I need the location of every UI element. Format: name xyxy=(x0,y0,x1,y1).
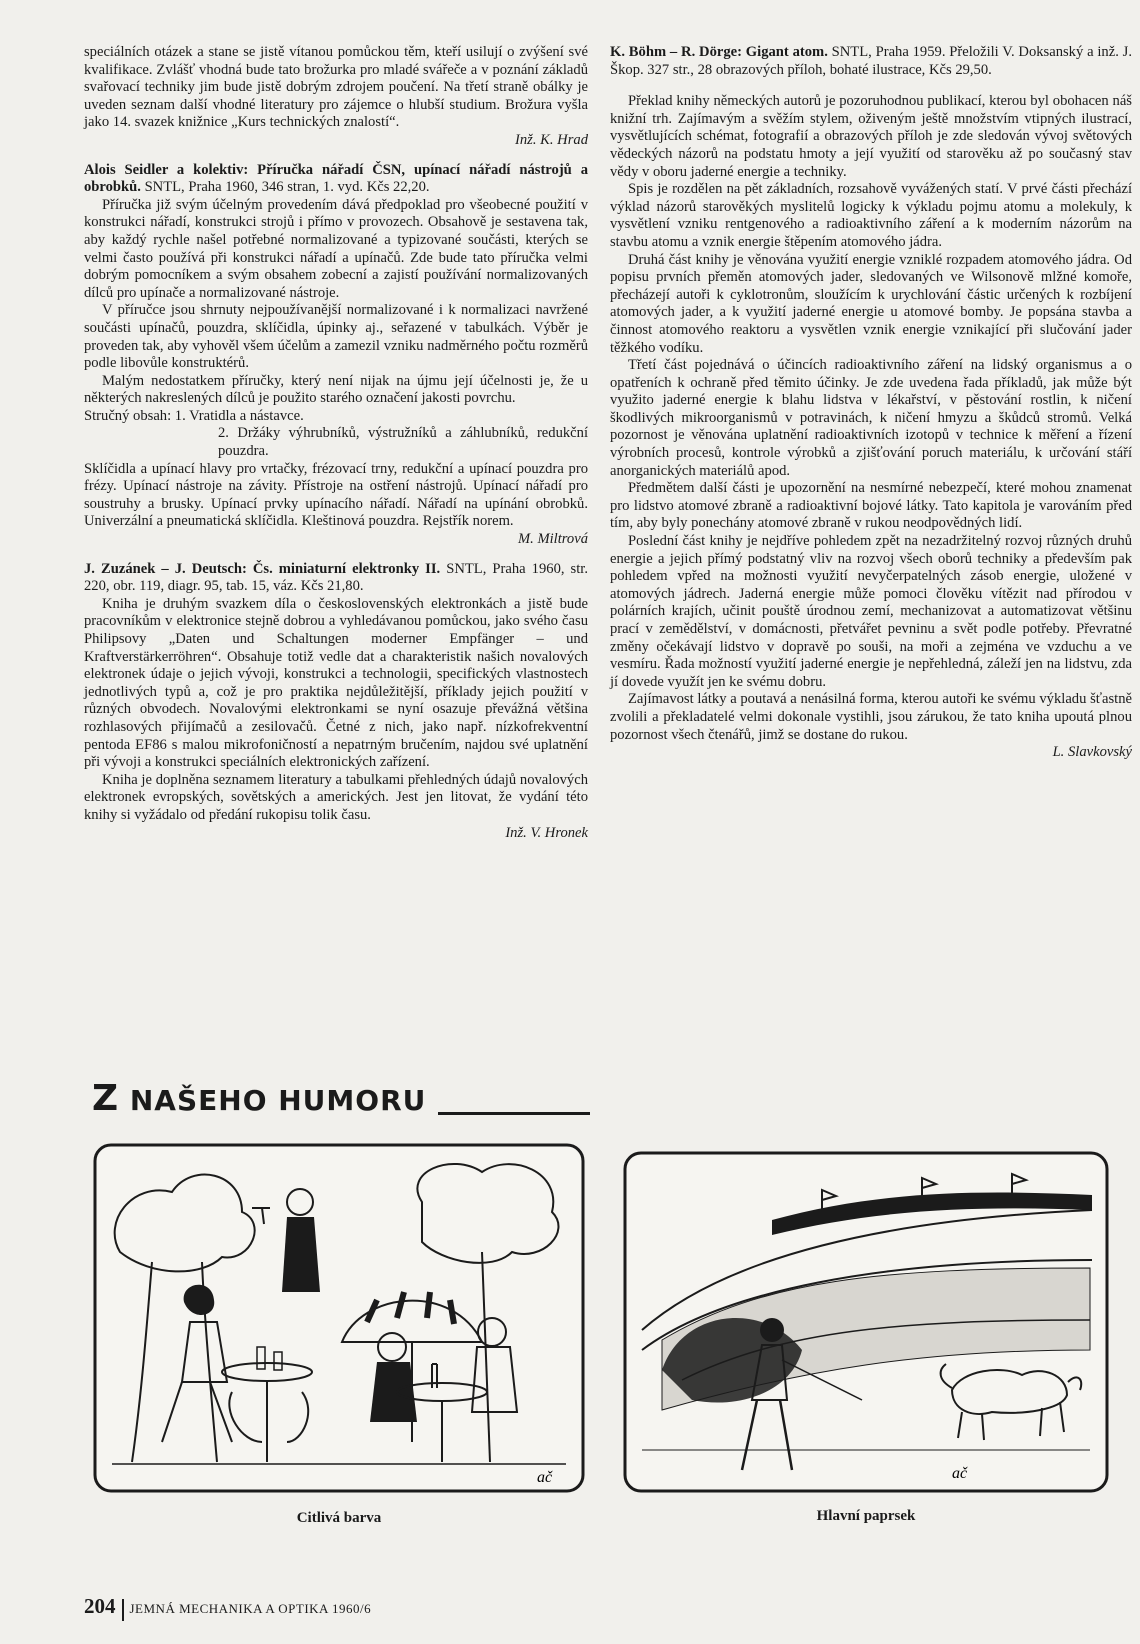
review2-paragraph: Malým nedostatkem příručky, který není nijak na újmu její účelnosti je, že u některých nakreslených dílců je použito starého označení jakosti povrchu. xyxy=(84,372,588,407)
review4-paragraph: Třetí část pojednává o účincích radioaktivního záření na lidský organismus a o opatřeních k ochraně před těmito účinky. Je zde uvedena řada příkladů, jak může být využito jaderné energie k blahu lidstva v lékařství, v pěstování rostlin, k ničení škodlivých mikroorganismů v potravinách, k ničení hmyzu a škůdců stromů. Velká pozornost je věnována uplatnění radioaktivních izotopů v technice k měření a řízení výrobních procesů, kontrole výrobků a zjišťování poruch materiálu, k určování stáří anorganických materiálů apod. xyxy=(610,357,1132,479)
review4-paragraph: Poslední část knihy je nejdříve pohledem zpět na nezadržitelný rozvoj různých druhů energie a jejich přímý podstatný vliv na rozvoj všech oborů techniky a především pak pohledem vpřed na možnosti využití nevyčerpatelných zásob energie, uložené v atomových jádrech. Jaderná energie může pomoci člověku vítězit nad přírodou v polárních krajích, učinit pouště úrodnou zemí, mechanizovat a automatizovat většinu prací v zemědělství, v domácnosti, přetvářet pevninu a svět podle potřeby. Převratné změny očekávají lidstvo v dopravě po souši, na moři a zejména ve vzduchu a ve vesmíru. Řada možností využití jaderné energie je nepřehledná, záleží jen na lidstvu, zda jí dovede využít jen ke svému dobru. xyxy=(610,533,1132,690)
journal-name: JEMNÁ MECHANIKA A OPTIKA 1960/6 xyxy=(129,1601,372,1616)
review2-heading xyxy=(84,162,588,197)
review4-heading-plain: SNTL, Praha 1959. Přeložili V. Doksanský a inž. J. Škop. 327 str., 28 obrazových příloh, bohaté ilustrace, Kčs 29,50. xyxy=(610,44,1132,78)
cartoon-cafe xyxy=(92,1142,586,1494)
review2-paragraph: Příručka již svým účelným provedením dává předpoklad pro všeobecné použití v konstrukci nářadí, konstrukci strojů i přímo v provozech. Obsahově je sestavena tak, aby každý rychle našel potřebné normalizované a typizované součásti, kterých se velmi často používá při konstrukci nářadí a upínačů. Zde bude tato příručka velmi dobrým pomocníkem a svým obsahem zobecní a zajistí používání normalizovaných dílců pro upínače a normalizované nástroje. xyxy=(84,196,588,301)
page-footer xyxy=(84,1594,371,1621)
review2-contents-1: Stručný obsah: 1. Vratidla a nástavce. xyxy=(84,407,304,424)
cartoon-bullfight-caption: Hlavní paprsek xyxy=(816,1508,916,1524)
page-number: 204 xyxy=(84,1594,116,1618)
left-column xyxy=(84,44,588,842)
humor-title-initial: Z xyxy=(92,1078,120,1119)
review2-heading-plain: SNTL, Praha 1960, 346 stran, 1. vyd. Kčs 22,20. xyxy=(140,179,430,196)
humor-title xyxy=(92,1078,438,1119)
review3-heading xyxy=(84,561,588,596)
review3-signature: Inž. V. Hronek xyxy=(505,824,588,841)
review4-paragraph: Překlad knihy německých autorů je pozoruhodnou publikací, kterou byl obohacen náš knižní trh. Zajímavým a svěžím stylem, oživeným ještě množstvím vtipných ilustrací, vysvětlujících schémat, fotografií a obrazových příloh je zde sledován vývoj světových vědeckých názorů na podstatu hmoty a její využití od starověku až po současný stav vědy v oboru jaderné energie a techniky. xyxy=(610,93,1132,180)
review4-paragraph: Zajímavost látky a poutavá a nenásilná forma, kterou autoři ke svému výkladu šťastně zvolili a překladatelé velmi dokonale vystihli, jsou zárukou, že tato kniha upoutá plnou pozornost všech čtenářů, jimž se dostane do rukou. xyxy=(610,691,1132,743)
review4-heading-bold: K. Böhm – R. Dörge: Gigant atom. xyxy=(610,44,828,60)
review2-signature: M. Miltrová xyxy=(518,531,588,548)
cartoon-bullfight-signature: ač xyxy=(952,1465,968,1482)
review2-paragraph: V příručce jsou shrnuty nejpoužívanější normalizované i k normalizaci navržené součásti upínačů, pouzdra, sklíčidla, úpinky aj., seřazené v tabulkách. Výběr je proveden tak, aby vyhověl všem účelům a zamezil vzniku nadměrného počtu rozměrů podle libovůle konstruktérů. xyxy=(84,302,588,372)
cartoon-bullfight xyxy=(622,1150,1110,1494)
review2-contents-2: 2. Držáky výhrubníků, výstružníků a záhlubníků, redukční pouzdra. xyxy=(218,425,588,460)
cartoon-cafe-illustration xyxy=(92,1142,586,1494)
review4-heading xyxy=(610,44,1132,79)
review3-heading-plain: SNTL, Praha 1960, str. 220, obr. 119, diagr. 95, tab. 15, váz. Kčs 21,80. xyxy=(84,560,588,595)
footer-divider xyxy=(122,1599,124,1621)
review4-paragraph: Spis je rozdělen na pět základních, rozsahově vyvážených statí. V prvé části přechází výklad názorů starověkých myslitelů logicky k výkladu pojmu atomu a molekuly, k vysvětlení vzniku rentgenového a radioaktivního záření a k moderním názorům na stavbu atomu a vznik energie štěpením atomového jádra. xyxy=(610,181,1132,250)
review3-paragraph: Kniha je doplněna seznamem literatury a tabulkami přehledných údajů novalových elektronek evropských, sovětských a amerických. Jest jen litovat, že vydání této knihy si vyžádalo od předání rukopisu tolik času. xyxy=(84,771,588,823)
review4-signature: L. Slavkovský xyxy=(1052,744,1132,761)
review2-contents-rest: Sklíčidla a upínací hlavy pro vrtačky, frézovací trny, redukční a upínací pouzdra pro frézy. Upínací nástroje na závity. Přístroje na ostření nástrojů. Upínací nářadí pro soustruhy a brusky. Upínací prvky upínacího nářadí. Nářadí na upínání obrobků. Univerzální a pneumatická sklíčidla. Kleštinová pouzdra. Rejstřík norem. xyxy=(84,460,588,530)
humor-section-header xyxy=(92,1072,590,1122)
right-column xyxy=(610,44,1132,762)
cartoon-cafe-signature: ač xyxy=(537,1469,553,1486)
review4-paragraph: Předmětem další části je upozornění na nesmírné nebezpečí, které mohou znamenat pro lidstvo atomové zbraně a radioaktivní bojové látky. Tato kapitola je varováním před tím, aby byly ponechány atomové zbraně v rukou neodpovědných lidí. xyxy=(610,480,1132,532)
humor-title-rest: NAŠEHO HUMORU xyxy=(129,1084,427,1117)
cartoon-bullfight-illustration xyxy=(622,1150,1110,1494)
review3-paragraph: Kniha je druhým svazkem díla o československých elektronkách a jistě bude pracovníkům v elektronice stejně dobrou a vyhledávanou pomůckou, jako svého času Philipsovy „Daten und Schaltungen moderner Empfänger – und Kraftverstärkerröhren“. Obsahuje totiž vedle dat a charakteristik našich novalových elektronek údaje o jejich vývoji, konstrukci a technologii, specifických vlastnostech jednotlivých typů a, což je pro praktika nejdůležitější, příklady jejich použití v různých obvodech. Novalovými elektronkami se nyní osazuje převážná většina rozhlasových přijímačů a zesilovačů. Četné z nich, jako např. nízkofrekventní pentoda EF86 s malou mikrofoničností a nepatrným bručením, najdou své uplatnění při vývoji a konstrukci speciálních elektronických zařízení. xyxy=(84,595,588,771)
cartoon-cafe-caption: Citlivá barva xyxy=(296,1510,382,1526)
review2-heading-bold: Alois Seidler a kolektiv: Příručka nářadí ČSN, upínací nářadí nástrojů a obrobků. xyxy=(84,161,588,196)
review1-continuation: speciálních otázek a stane se jistě vítanou pomůckou těm, kteří usilují o zvýšení své kvalifikace. Zvlášť vhodná bude tato brožurka pro mladé svářeče a v poznání základů svařovací techniky jim bude jistě dobrým zdrojem poučení. Na třetí straně obálky je uveden seznam další vhodné literatury pro zájemce o hlubší studium. Brožura vyšla jako 14. svazek knižnice „Kurs technických znalostí“. xyxy=(84,44,588,131)
review1-signature: Inž. K. Hrad xyxy=(515,131,588,148)
review3-heading-bold: J. Zuzánek – J. Deutsch: Čs. miniaturní elektronky II. xyxy=(84,560,441,577)
review4-paragraph: Druhá část knihy je věnována využití energie vzniklé rozpadem atomového jádra. Od popisu prvních přeměn atomových jader, sledovaných ve Wilsonově mlžné komoře, přecházejí autoři k cyklotronům, sloužícím k urychlování částic určených k rozbíjení atomových jader, a k využití jaderné energie u atomové bomby. Je popsána stavba a činnost atomového reaktoru a vysvětlen vznik energie vznikající při slučování jader těžkého vodíku. xyxy=(610,251,1132,356)
